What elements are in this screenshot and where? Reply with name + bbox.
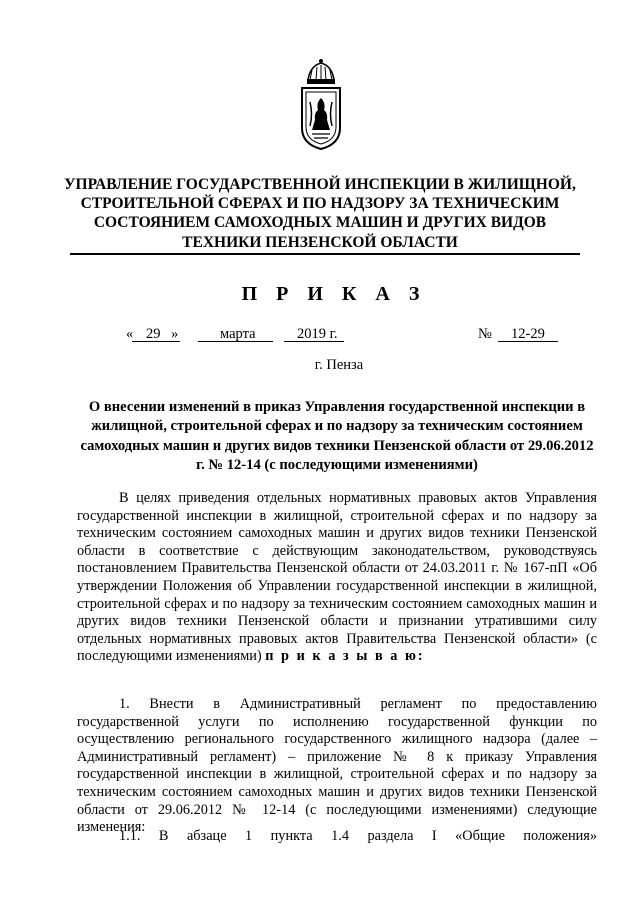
- date-day: 29: [146, 326, 161, 342]
- order-number: 12-29: [511, 326, 545, 342]
- preamble-text: В целях приведения отдельных нормативных правовых актов Управления государственной инспекции в жилищной, строительной сферах и по надзору за техническим состоянием самоходных машин и других видов техники Пензенской области в соответствие с действующим законодательством, руководствуясь постановлением Правительства Пензенской области от 24.03.2011 г. № 167-пП «Об утверждении Положения об Управлении государственной инспекции в жилищной, строительной сферах и по надзору за техническим состоянием самоходных машин и других видов техники Пензенской области и признании утратившими силу отдельных нормативных правовых актов Правительства Пензенской области» (с последующими изменениями): [77, 490, 597, 665]
- header-divider: [70, 253, 580, 255]
- organization-name: УПРАВЛЕНИЕ ГОСУДАРСТВЕННОЙ ИНСПЕКЦИИ В ЖИЛИЩНОЙ, СТРОИТЕЛЬНОЙ СФЕРАХ И ПО НАДЗОРУ ЗА ТЕХНИЧЕСКИМ СОСТОЯНИЕМ САМОХОДНЫХ МАШИН И ДРУГИХ ВИДОВ ТЕХНИКИ ПЕНЗЕНСКОЙ ОБЛАСТИ: [64, 176, 576, 251]
- date-quote-close: »: [171, 326, 179, 342]
- coat-of-arms-icon: [296, 58, 346, 151]
- year-underline: [284, 341, 344, 342]
- number-underline: [498, 341, 558, 342]
- order-subject: О внесении изменений в приказ Управления государственной инспекции в жилищной, строительной сферах и по надзору за техническим состоянием самоходных машин и других видов техники Пензенской области от 29.06.2012 г. № 12-14 (с последующими изменениями): [80, 399, 594, 474]
- date-month: марта: [220, 326, 256, 342]
- city: г. Пенза: [314, 357, 364, 373]
- order-word: п р и к а з ы в а ю:: [265, 648, 425, 665]
- item-1-paragraph: 1. Внести в Административный регламент по предоставлению государственной услуги по исполнению государственной функции по осуществлению регионального государственного жилищного надзора (далее – Административный регламент) – приложение № 8 к приказу Управления государственной инспекции в жилищной, строительной сферах и по надзору за техническим состоянием самоходных машин и других видов техники Пензенской области от 29.06.2012 № 12-14 (с последующими изменениями) следующие изменения:: [77, 696, 597, 836]
- preamble-paragraph: [77, 490, 597, 666]
- date-year: 2019 г.: [297, 326, 338, 342]
- date-quote-open: «: [126, 326, 134, 342]
- document-type-title: П Р И К А З: [241, 283, 427, 305]
- day-underline: [132, 341, 180, 342]
- number-sign: №: [478, 326, 492, 342]
- item-1-1-paragraph: 1.1. В абзаце 1 пункта 1.4 раздела I «Общие положения»: [119, 828, 597, 844]
- month-underline: [198, 341, 273, 342]
